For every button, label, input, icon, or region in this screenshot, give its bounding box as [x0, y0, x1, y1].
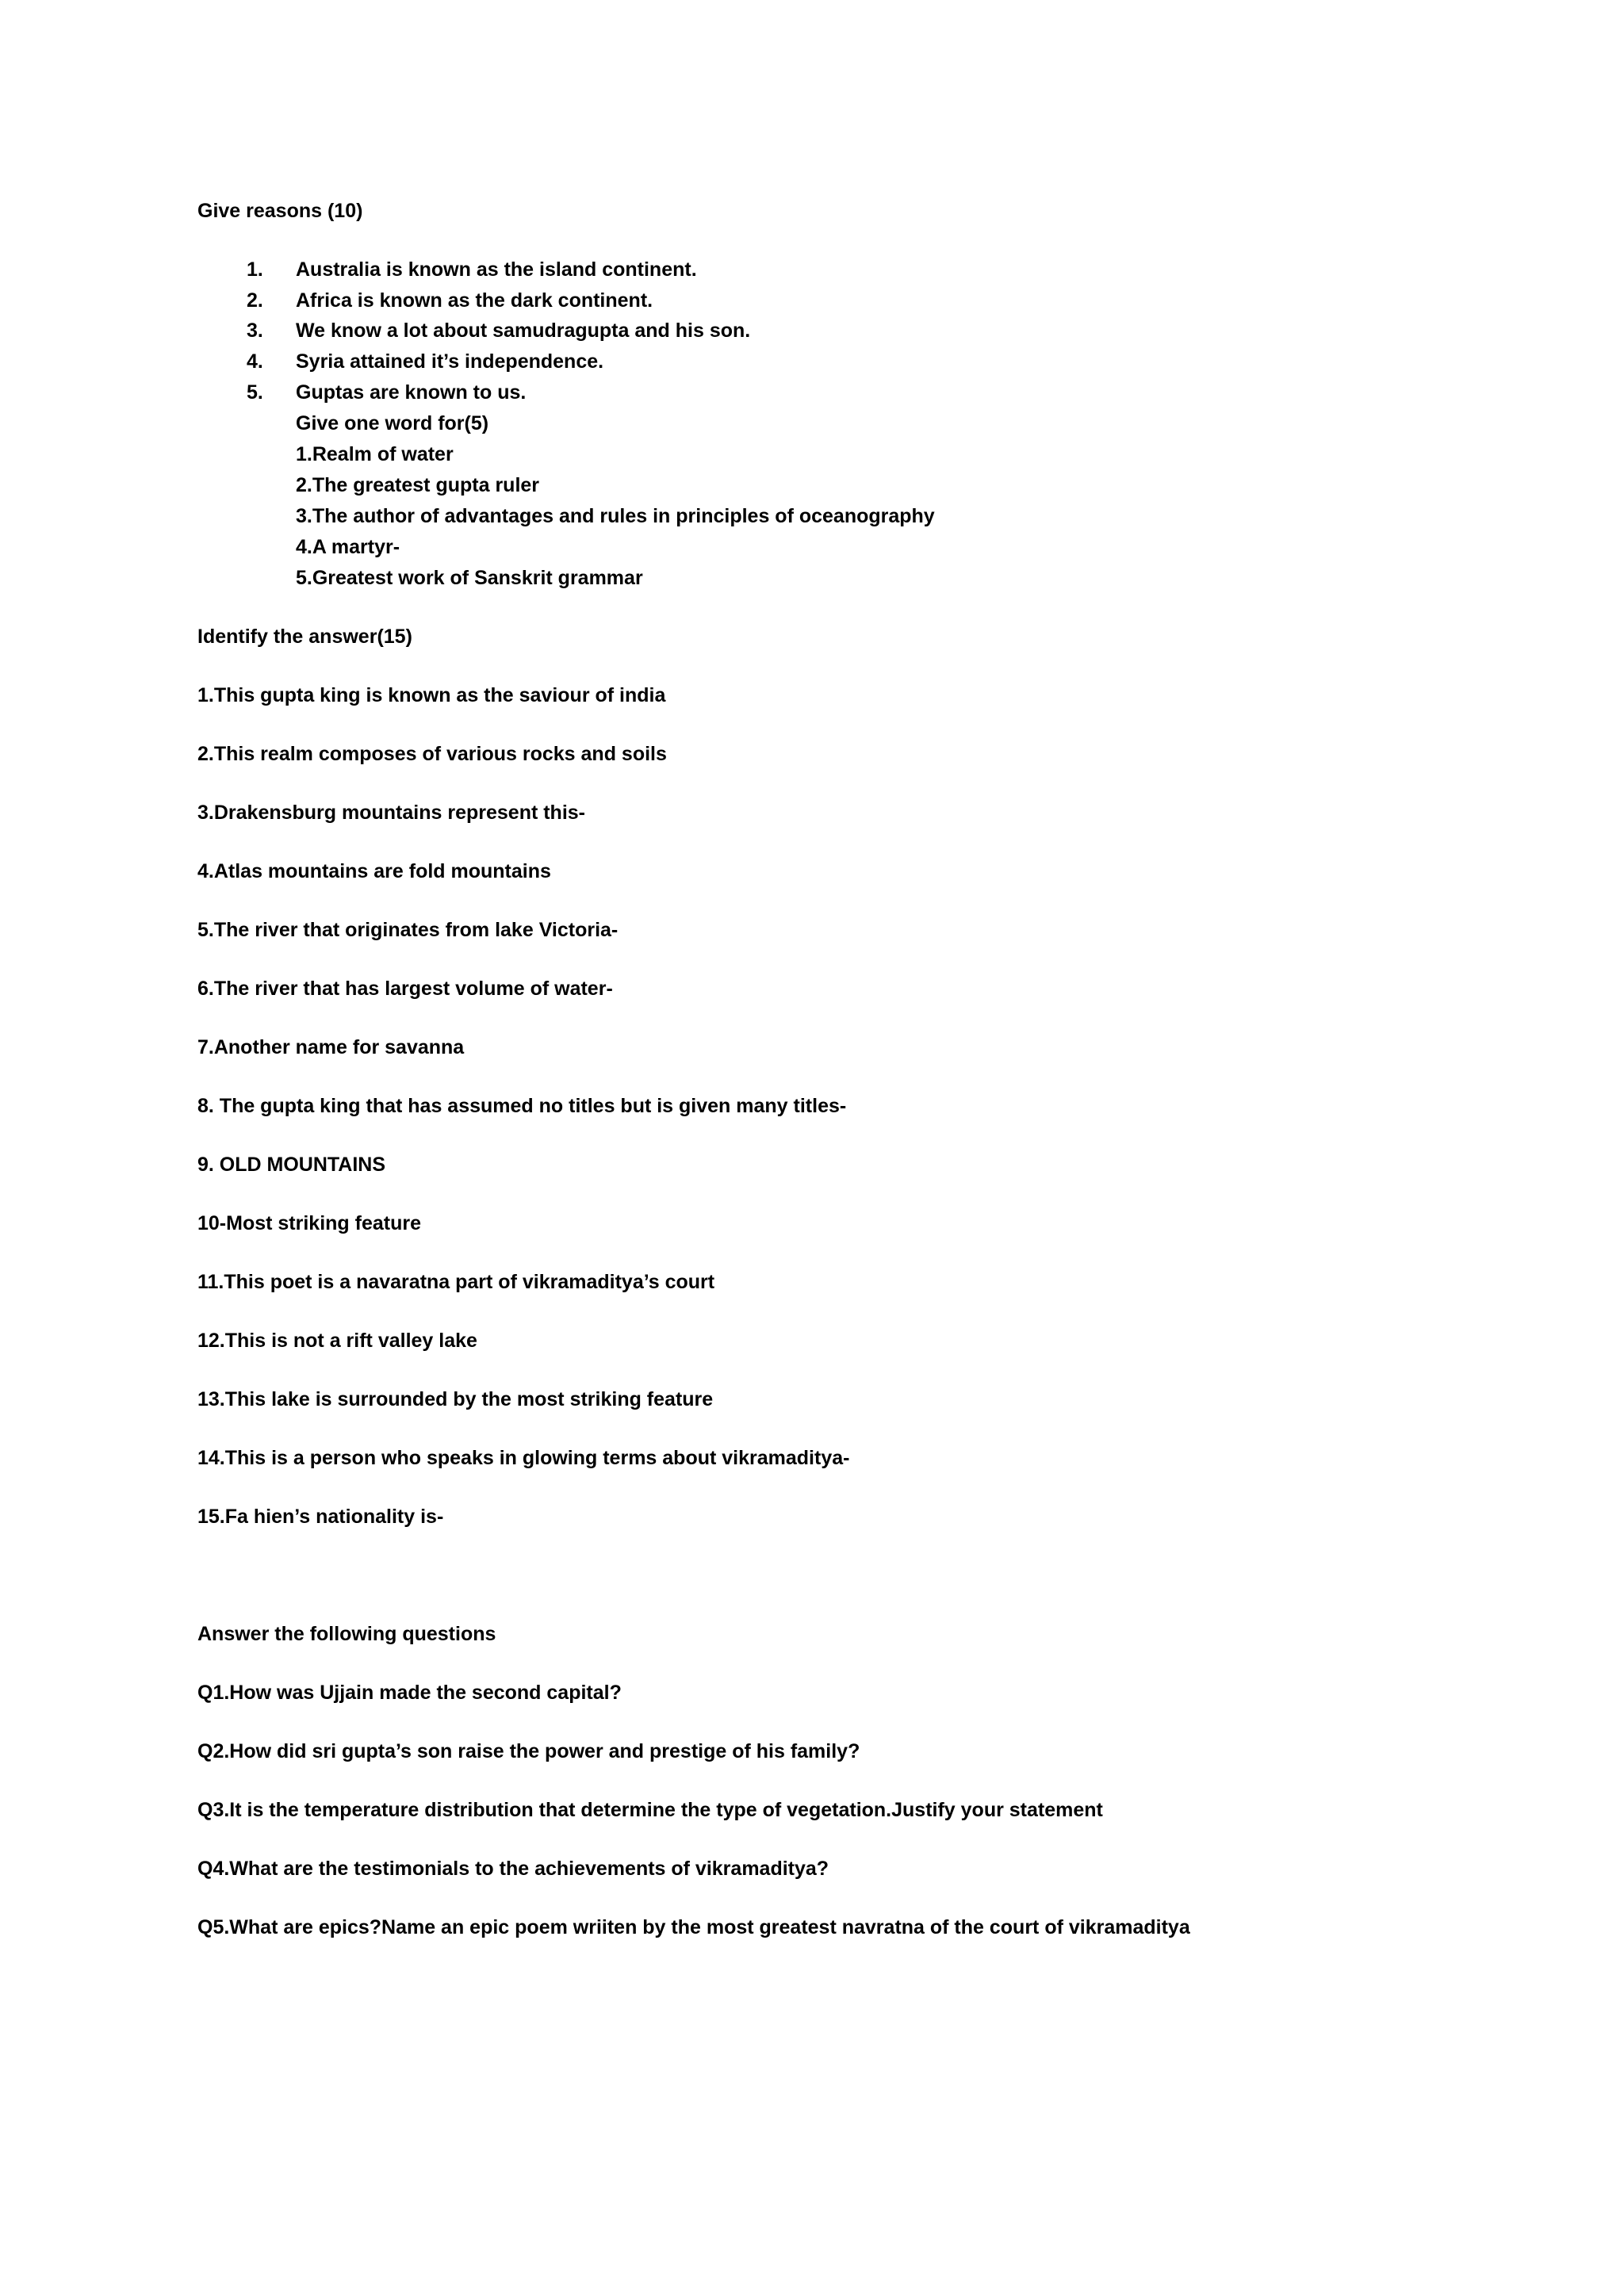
give-reasons-number: 4. — [247, 350, 263, 373]
give-reasons-heading: Give reasons (10) — [197, 200, 363, 222]
one-word-heading: Give one word for(5) — [296, 412, 489, 434]
give-reasons-item: Guptas are known to us. — [296, 381, 527, 404]
answer-question: Q5.What are epics?Name an epic poem wriiten by the most greatest navratna of the court of vikramaditya — [197, 1916, 1190, 1938]
give-reasons-number: 3. — [247, 320, 263, 342]
identify-item: 12.This is not a rift valley lake — [197, 1330, 477, 1352]
give-reasons-number: 2. — [247, 289, 263, 312]
one-word-item: 2.The greatest gupta ruler — [296, 474, 540, 496]
identify-item: 6.The river that has largest volume of water- — [197, 978, 613, 1000]
give-reasons-number: 5. — [247, 381, 263, 404]
answer-question: Q3.It is the temperature distribution that determine the type of vegetation.Justify your statement — [197, 1799, 1103, 1821]
give-reasons-item: Syria attained it’s independence. — [296, 350, 604, 373]
answer-heading: Answer the following questions — [197, 1623, 496, 1645]
identify-item: 7.Another name for savanna — [197, 1036, 465, 1058]
identify-item: 4.Atlas mountains are fold mountains — [197, 860, 551, 882]
give-reasons-number: 1. — [247, 258, 263, 281]
identify-item: 2.This realm composes of various rocks and soils — [197, 743, 667, 765]
identify-item: 5.The river that originates from lake Victoria- — [197, 919, 619, 941]
give-reasons-item: We know a lot about samudragupta and his son. — [296, 320, 751, 342]
identify-item: 1.This gupta king is known as the saviour of india — [197, 684, 666, 706]
identify-heading: Identify the answer(15) — [197, 626, 412, 648]
identify-item: 8. The gupta king that has assumed no titles but is given many titles- — [197, 1095, 847, 1117]
identify-item: 15.Fa hien’s nationality is- — [197, 1506, 444, 1528]
give-reasons-item: Australia is known as the island continent. — [296, 258, 697, 281]
one-word-item: 1.Realm of water — [296, 443, 454, 465]
answer-question: Q2.How did sri gupta’s son raise the power and prestige of his family? — [197, 1740, 860, 1762]
identify-item: 11.This poet is a navaratna part of vikramaditya’s court — [197, 1271, 715, 1293]
identify-item: 10-Most striking feature — [197, 1212, 422, 1234]
give-reasons-item: Africa is known as the dark continent. — [296, 289, 653, 312]
identify-item: 3.Drakensburg mountains represent this- — [197, 802, 586, 824]
identify-item: 9. OLD MOUNTAINS — [197, 1154, 386, 1176]
one-word-item: 4.A martyr- — [296, 536, 400, 558]
answer-question: Q4.What are the testimonials to the achievements of vikramaditya? — [197, 1858, 829, 1880]
answer-question: Q1.How was Ujjain made the second capital? — [197, 1682, 622, 1704]
one-word-item: 5.Greatest work of Sanskrit grammar — [296, 567, 643, 589]
identify-item: 13.This lake is surrounded by the most striking feature — [197, 1388, 714, 1410]
identify-item: 14.This is a person who speaks in glowing terms about vikramaditya- — [197, 1447, 850, 1469]
one-word-item: 3.The author of advantages and rules in principles of oceanography — [296, 505, 935, 527]
